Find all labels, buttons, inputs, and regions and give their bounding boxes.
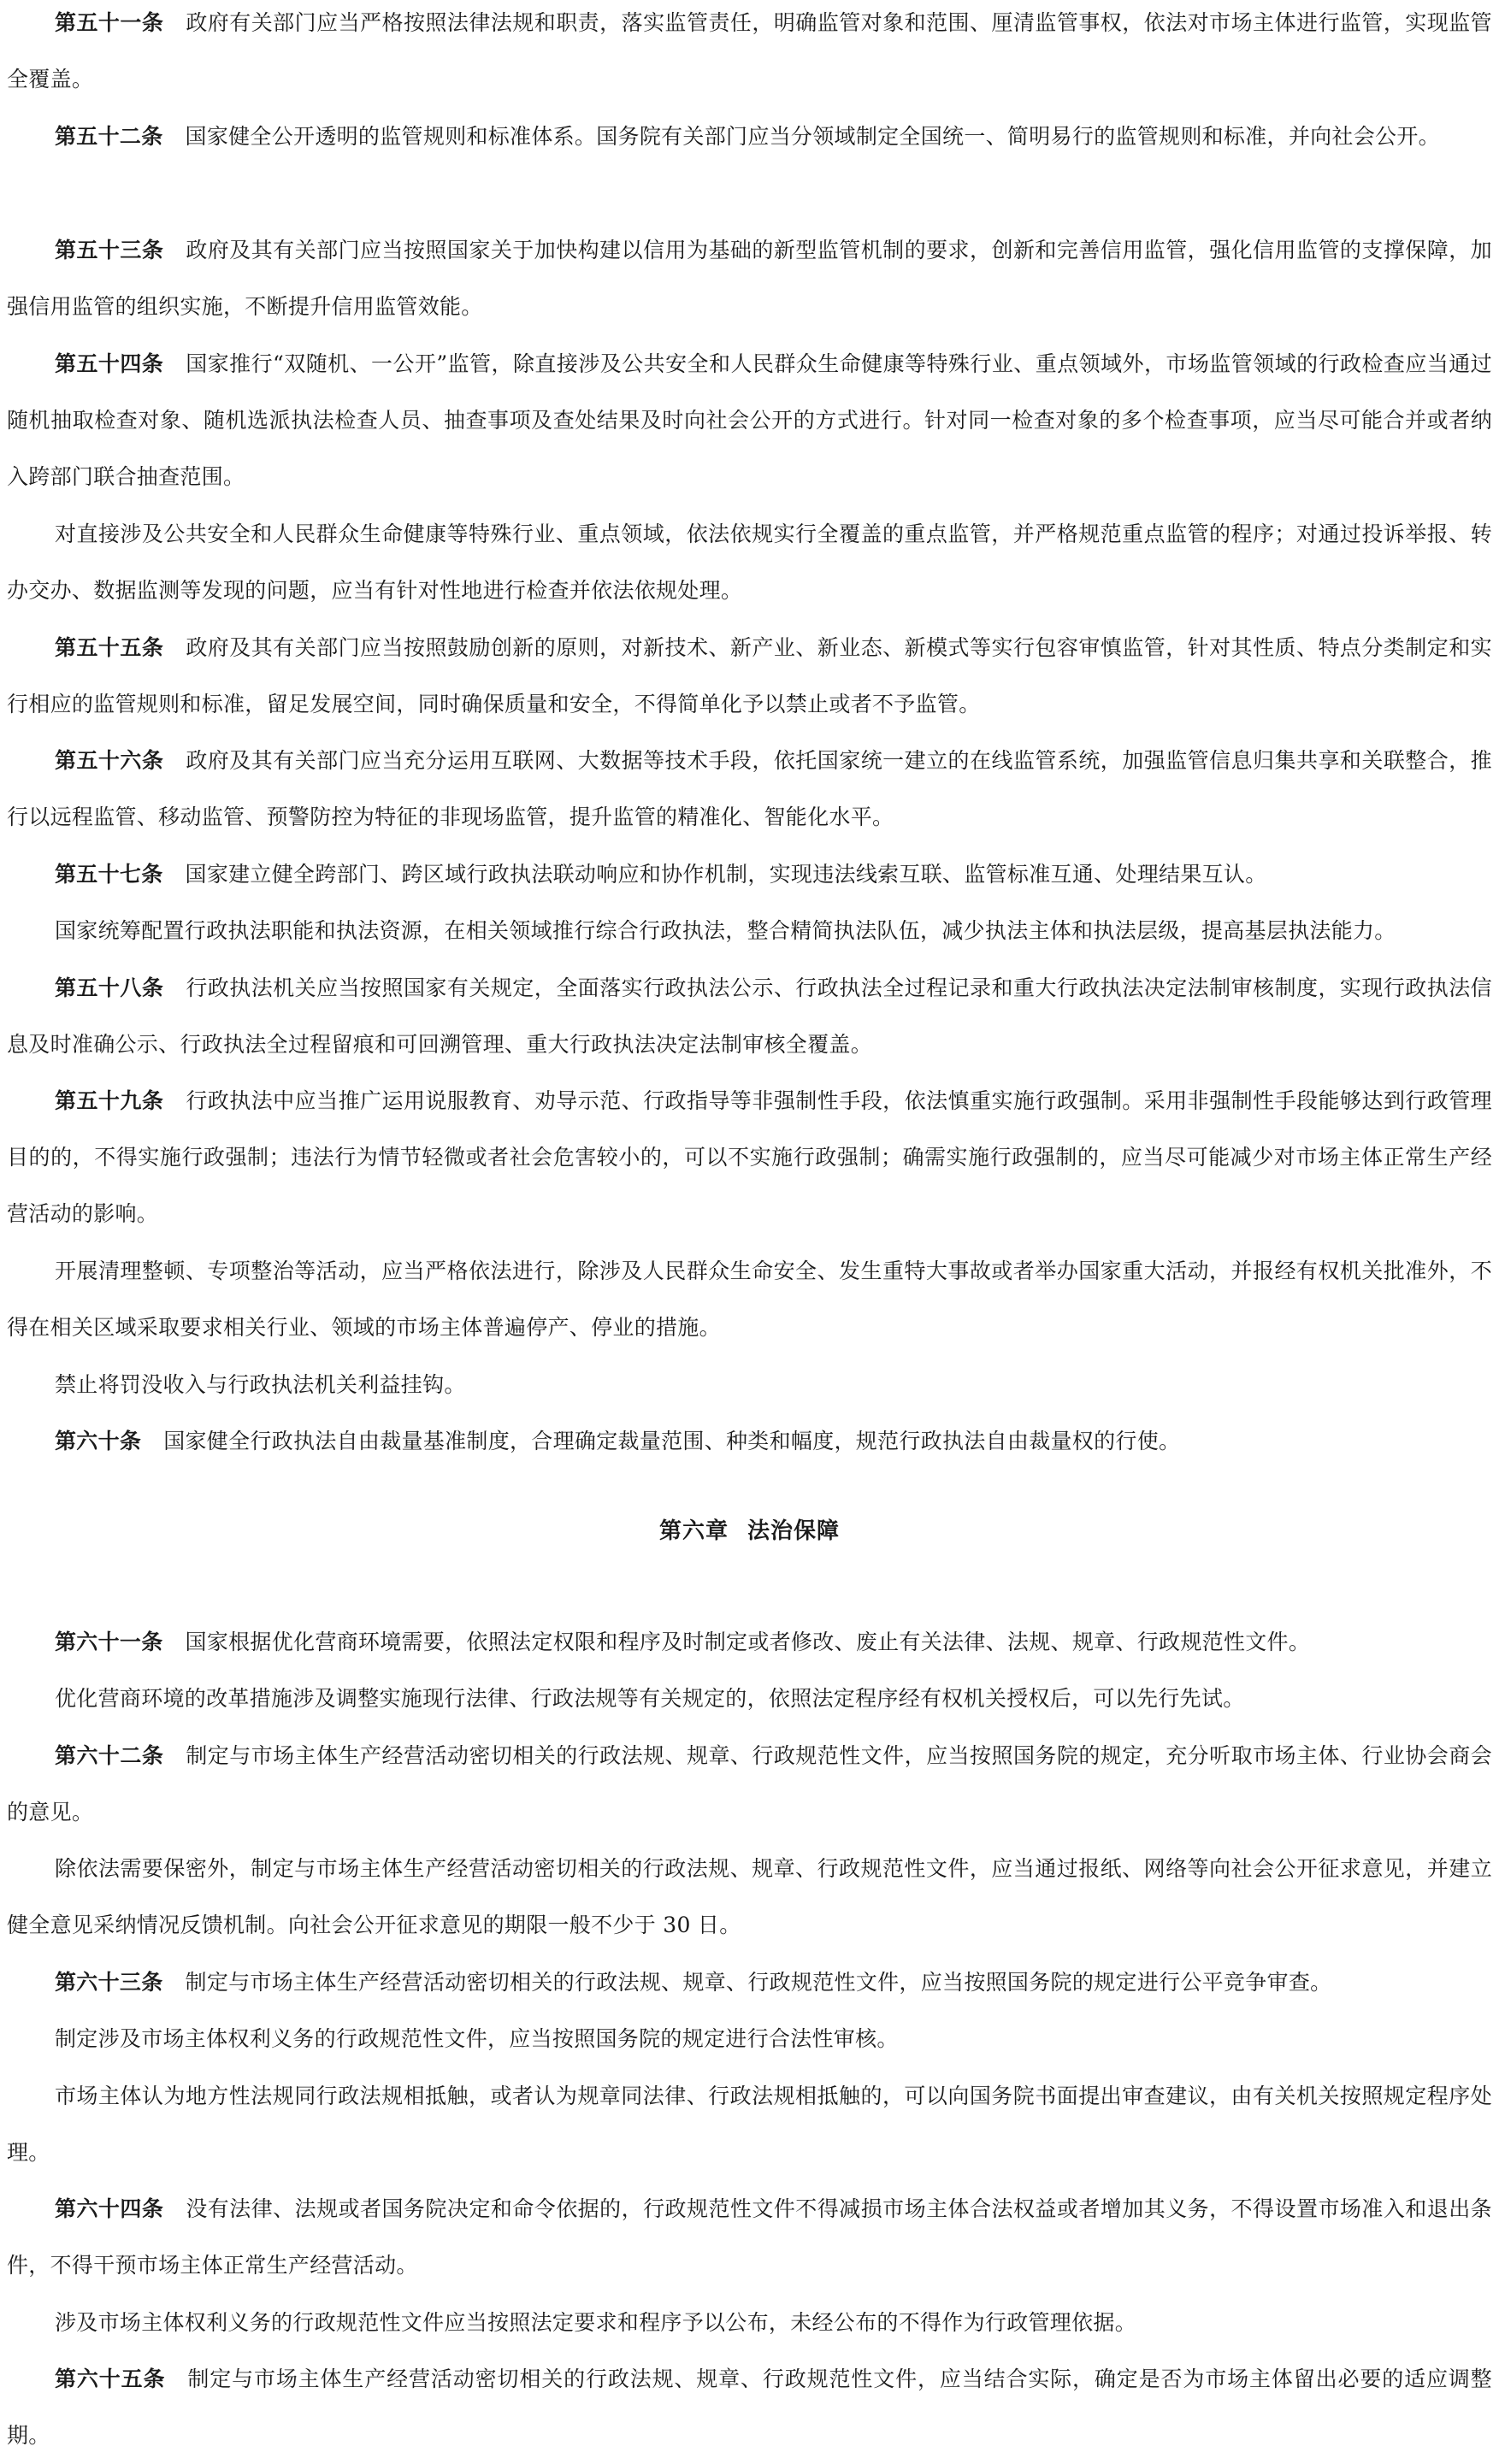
paragraph-text: 政府有关部门应当严格按照法律法规和职责，落实监管责任，明确监管对象和范围、厘清监管事权，依法对市场主体进行监管，实现监管全覆盖。 [7,10,1492,91]
paragraph-text: 政府及其有关部门应当按照鼓励创新的原则，对新技术、新产业、新业态、新模式等实行包容审慎监管，针对其性质、特点分类制定和实行相应的监管规则和标准，留足发展空间，同时确保质量和安全，不得简单化予以禁止或者不予监管。 [7,635,1492,716]
paragraph-text: 国家建立健全跨部门、跨区域行政执法联动响应和协作机制，实现违法线索互联、监管标准互通、处理结果互认。 [185,862,1267,887]
article-number: 第五十四条 [55,351,164,376]
paragraph-text: 对直接涉及公共安全和人民群众生命健康等特殊行业、重点领域，依法依规实行全覆盖的重点监管，并严格规范重点监管的程序；对通过投诉举报、转办交办、数据监测等发现的问题，应当有针对性地进行检查并依法依规处理。 [7,522,1492,603]
paragraph-article-52 [7,109,1492,165]
paragraph-text: 国家统筹配置行政执法职能和执法资源，在相关领域推行综合行政执法，整合精简执法队伍，减少执法主体和执法层级，提高基层执法能力。 [55,918,1396,943]
paragraph-article-64-cont [7,2295,1492,2351]
paragraph-text: 涉及市场主体权利义务的行政规范性文件应当按照法定要求和程序予以公布，未经公布的不得作为行政管理依据。 [55,2310,1137,2335]
paragraph-article-62 [7,1728,1492,1841]
article-number: 第六十二条 [55,1743,164,1768]
article-number: 第五十三条 [55,238,164,262]
paragraph-text: 制定涉及市场主体权利义务的行政规范性文件，应当按照国务院的规定进行合法性审核。 [55,2026,899,2051]
paragraph-article-53 [7,222,1492,335]
paragraph-article-57-cont [7,903,1492,959]
paragraph-text: 国家根据优化营商环境需要，依照法定权限和程序及时制定或者修改、废止有关法律、法规、规章、行政规范性文件。 [185,1630,1311,1654]
paragraph-article-65 [7,2351,1492,2464]
paragraph-article-61 [7,1614,1492,1671]
paragraph-article-59-cont [7,1243,1492,1356]
article-number: 第六十条 [55,1429,142,1453]
article-number: 第五十二条 [55,124,163,149]
article-number: 第六十三条 [55,1970,163,1995]
article-number: 第五十八条 [55,976,164,1000]
paragraph-text: 行政执法中应当推广运用说服教育、劝导示范、行政指导等非强制性手段，依法慎重实施行政强制。采用非强制性手段能够达到行政管理目的的，不得实施行政强制；违法行为情节轻微或者社会危害较小的，可以不实施行政强制；确需实施行政强制的，应当尽可能减少对市场主体正常生产经营活动的影响。 [7,1088,1492,1226]
chapter-title: 法治保障 [747,1518,841,1544]
paragraph-article-58 [7,960,1492,1073]
paragraph-article-63-cont [7,2011,1492,2067]
article-number: 第六十一条 [55,1630,163,1654]
paragraph-text: 优化营商环境的改革措施涉及调整实施现行法律、行政法规等有关规定的，依照法定程序经有权机关授权后，可以先行先试。 [55,1686,1245,1711]
paragraph-text: 禁止将罚没收入与行政执法机关利益挂钩。 [55,1372,466,1397]
paragraph-article-62-cont [7,1841,1492,1954]
article-number: 第五十九条 [55,1088,164,1113]
paragraph-article-64 [7,2181,1492,2294]
chapter-heading [0,1514,1499,1548]
paragraph-text: 国家推行“双随机、一公开”监管，除直接涉及公共安全和人民群众生命健康等特殊行业、重点领域外，市场监管领域的行政检查应当通过随机抽取检查对象、随机选派执法检查人员、抽查事项及查处结果及时向社会公开的方式进行。针对同一检查对象的多个检查事项，应当尽可能合并或者纳入跨部门联合抽查范围。 [7,351,1492,489]
paragraph-article-61-cont [7,1671,1492,1727]
paragraph-article-54-cont [7,506,1492,619]
paragraph-text: 政府及其有关部门应当充分运用互联网、大数据等技术手段，依托国家统一建立的在线监管系统，加强监管信息归集共享和关联整合，推行以远程监管、移动监管、预警防控为特征的非现场监管，提升监管的精准化、智能化水平。 [7,748,1492,829]
paragraph-text: 行政执法机关应当按照国家有关规定，全面落实行政执法公示、行政执法全过程记录和重大行政执法决定法制审核制度，实现行政执法信息及时准确公示、行政执法全过程留痕和可回溯管理、重大行政执法决定法制审核全覆盖。 [7,976,1492,1057]
paragraph-text: 开展清理整顿、专项整治等活动，应当严格依法进行，除涉及人民群众生命安全、发生重特大事故或者举办国家重大活动，并报经有权机关批准外，不得在相关区域采取要求相关行业、领域的市场主体普遍停产、停业的措施。 [7,1259,1492,1340]
article-number: 第六十四条 [55,2196,164,2221]
paragraph-article-54 [7,336,1492,505]
paragraph-text: 除依法需要保密外，制定与市场主体生产经营活动密切相关的行政法规、规章、行政规范性文件，应当通过报纸、网络等向社会公开征求意见，并建立健全意见采纳情况反馈机制。向社会公开征求意见的期限一般不少于 30 日。 [7,1856,1492,1937]
paragraph-article-57 [7,846,1492,903]
article-number: 第六十五条 [55,2367,166,2391]
paragraph-text: 国家健全公开透明的监管规则和标准体系。国务院有关部门应当分领域制定全国统一、简明易行的监管规则和标准，并向社会公开。 [185,124,1440,149]
paragraph-text: 市场主体认为地方性法规同行政法规相抵触，或者认为规章同法律、行政法规相抵触的，可以向国务院书面提出审查建议，由有关机关按照规定程序处理。 [7,2084,1492,2165]
article-number: 第五十五条 [55,635,164,660]
paragraph-text: 制定与市场主体生产经营活动密切相关的行政法规、规章、行政规范性文件，应当按照国务院的规定进行公平竞争审查。 [185,1970,1332,1995]
paragraph-text: 制定与市场主体生产经营活动密切相关的行政法规、规章、行政规范性文件，应当按照国务院的规定，充分听取市场主体、行业协会商会的意见。 [7,1743,1492,1824]
paragraph-article-60 [7,1413,1492,1470]
paragraph-text: 没有法律、法规或者国务院决定和命令依据的，行政规范性文件不得减损市场主体合法权益或者增加其义务，不得设置市场准入和退出条件，不得干预市场主体正常生产经营活动。 [7,2196,1492,2278]
paragraph-article-55 [7,620,1492,733]
paragraph-article-63 [7,1954,1492,2011]
paragraph-text: 国家健全行政执法自由裁量基准制度，合理确定裁量范围、种类和幅度，规范行政执法自由裁量权的行使。 [163,1429,1181,1453]
article-number: 第五十一条 [55,10,164,35]
paragraph-text: 政府及其有关部门应当按照国家关于加快构建以信用为基础的新型监管机制的要求，创新和完善信用监管，强化信用监管的支撑保障，加强信用监管的组织实施，不断提升信用监管效能。 [7,238,1492,319]
chapter-number: 第六章 [658,1518,729,1544]
paragraph-article-51 [7,0,1492,108]
paragraph-text: 制定与市场主体生产经营活动密切相关的行政法规、规章、行政规范性文件，应当结合实际，确定是否为市场主体留出必要的适应调整期。 [7,2367,1492,2448]
paragraph-article-56 [7,733,1492,846]
paragraph-article-59 [7,1073,1492,1242]
paragraph-article-63-cont2 [7,2068,1492,2181]
article-number: 第五十七条 [55,862,163,887]
paragraph-article-59-cont2 [7,1357,1492,1413]
article-number: 第五十六条 [55,748,164,773]
